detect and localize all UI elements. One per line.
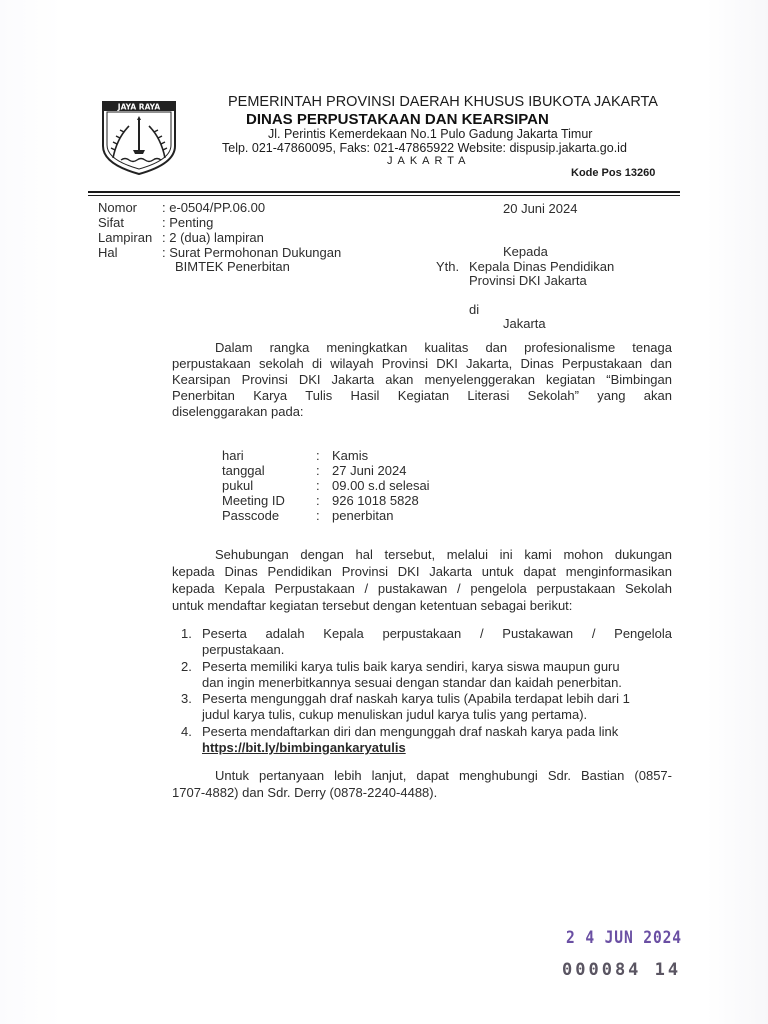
letterhead-city: JAKARTA — [387, 155, 471, 167]
paragraph-1-line: Kearsipan Provinsi DKI Jakarta akan menyelenggerakan kegiatan “Bimbingan — [172, 372, 672, 387]
list-item-line: Peserta mendaftarkan diri dan mengunggah draf naskah karya pada link — [202, 724, 619, 739]
letterhead-postal-code: Kode Pos 13260 — [571, 167, 656, 179]
schedule-label: pukul — [222, 478, 254, 493]
letterhead-government: PEMERINTAH PROVINSI DAERAH KHUSUS IBUKOTA JAKARTA — [228, 94, 658, 110]
jakarta-coat-of-arms-logo — [99, 98, 179, 176]
received-date-stamp: 2 4 JUN 2024 — [566, 928, 682, 948]
schedule-separator: : — [316, 448, 320, 463]
schedule-label: Passcode — [222, 508, 280, 523]
schedule-value: 09.00 s.d selesai — [332, 478, 430, 493]
paragraph-1-line: Penerbitan Karya Tulis Hasil Kegiatan Literasi Sekolah” yang akan — [172, 388, 672, 403]
list-item-line: Peserta mengunggah draf naskah karya tulis (Apabila terdapat lebih dari 1 — [202, 691, 630, 706]
list-item-number: 4. — [181, 724, 192, 739]
schedule-label: hari — [222, 448, 244, 463]
schedule-value: 27 Juni 2024 — [332, 463, 407, 478]
letter-date: 20 Juni 2024 — [503, 201, 578, 216]
list-item-line: perpustakaan. — [202, 642, 285, 657]
paragraph-1-line: Dalam rangka meningkatkan kualitas dan profesionalisme tenaga — [215, 340, 672, 355]
list-item-line: Peserta adalah Kepala perpustakaan / Pustakawan / Pengelola — [202, 626, 672, 641]
nomor-label: Nomor — [98, 200, 138, 215]
schedule-separator: : — [316, 493, 320, 508]
list-item-line: dan ingin menerbitkannya sesuai dengan standar dan kaidah penerbitan. — [202, 675, 622, 690]
list-item-line: Peserta memiliki karya tulis baik karya sendiri, karya siswa maupun guru — [202, 659, 620, 674]
schedule-separator: : — [316, 478, 320, 493]
schedule-value: 926 1018 5828 — [332, 493, 419, 508]
list-item-number: 1. — [181, 626, 192, 641]
letterhead-divider-thin — [88, 195, 680, 196]
sifat-value: : Penting — [162, 215, 214, 230]
paragraph-2-line: kepada Dinas Pendidikan Provinsi DKI Jakarta untuk dapat menginformasikan — [172, 564, 672, 579]
schedule-value: Kamis — [332, 448, 369, 463]
schedule-label: tanggal — [222, 463, 265, 478]
paragraph-1-line: diselenggarakan pada: — [172, 404, 304, 419]
paragraph-2-line: untuk mendaftar kegiatan tersebut dengan ketentuan sebagai berikut: — [172, 598, 573, 613]
list-item-line: judul karya tulis, cukup menuliskan judul karya tulis yang pertama). — [202, 707, 588, 722]
schedule-value: penerbitan — [332, 508, 394, 523]
hal-value-line-2: BIMTEK Penerbitan — [175, 259, 290, 274]
list-item-number: 2. — [181, 659, 192, 674]
lampiran-value: : 2 (dua) lampiran — [162, 230, 264, 245]
sifat-label: Sifat — [98, 215, 125, 230]
paragraph-2-line: kepada Kepala Perpustakaan / pustakawan / pengelola perpustakaan Sekolah — [172, 581, 672, 596]
letterhead-address: Jl. Perintis Kemerdekaan No.1 Pulo Gadung Jakarta Timur — [268, 127, 593, 141]
received-number-stamp: 000084 14 — [562, 960, 682, 980]
letterhead-contact: Telp. 021-47860095, Faks: 021-47865922 Website: dispusip.jakarta.go.id — [222, 141, 627, 155]
hal-value-line-1: : Surat Permohonan Dukungan — [162, 245, 342, 260]
lampiran-label: Lampiran — [98, 230, 153, 245]
recipient-kepada: Kepada — [503, 244, 548, 259]
letterhead-agency-title: DINAS PERPUSTAKAAN DAN KEARSIPAN — [246, 111, 549, 128]
list-item-number: 3. — [181, 691, 192, 706]
recipient-place: Jakarta — [503, 316, 546, 331]
paragraph-3-line: Untuk pertanyaan lebih lanjut, dapat menghubungi Sdr. Bastian (0857- — [215, 768, 672, 783]
recipient-di: di — [469, 302, 480, 317]
schedule-label: Meeting ID — [222, 493, 285, 508]
nomor-value: : e-0504/PP.06.00 — [162, 200, 266, 215]
logo-banner-text: JAYA RAYA — [117, 102, 161, 112]
hal-label: Hal — [98, 245, 118, 260]
schedule-separator: : — [316, 463, 320, 478]
recipient-name-line-2: Provinsi DKI Jakarta — [469, 273, 587, 288]
recipient-yth: Yth. — [436, 259, 460, 274]
paragraph-2-line: Sehubungan dengan hal tersebut, melalui ini kami mohon dukungan — [215, 547, 672, 562]
paragraph-3-line: 1707-4882) dan Sdr. Derry (0878-2240-4488). — [172, 785, 438, 800]
schedule-separator: : — [316, 508, 320, 523]
paragraph-1-line: perpustakaan sekolah di wilayah Provinsi DKI Jakarta, Dinas Perpustakaan dan — [172, 356, 672, 371]
registration-link[interactable]: https://bit.ly/bimbingankaryatulis — [202, 740, 406, 755]
recipient-name-line-1: Kepala Dinas Pendidikan — [469, 259, 615, 274]
letterhead-divider-thick — [88, 191, 680, 193]
